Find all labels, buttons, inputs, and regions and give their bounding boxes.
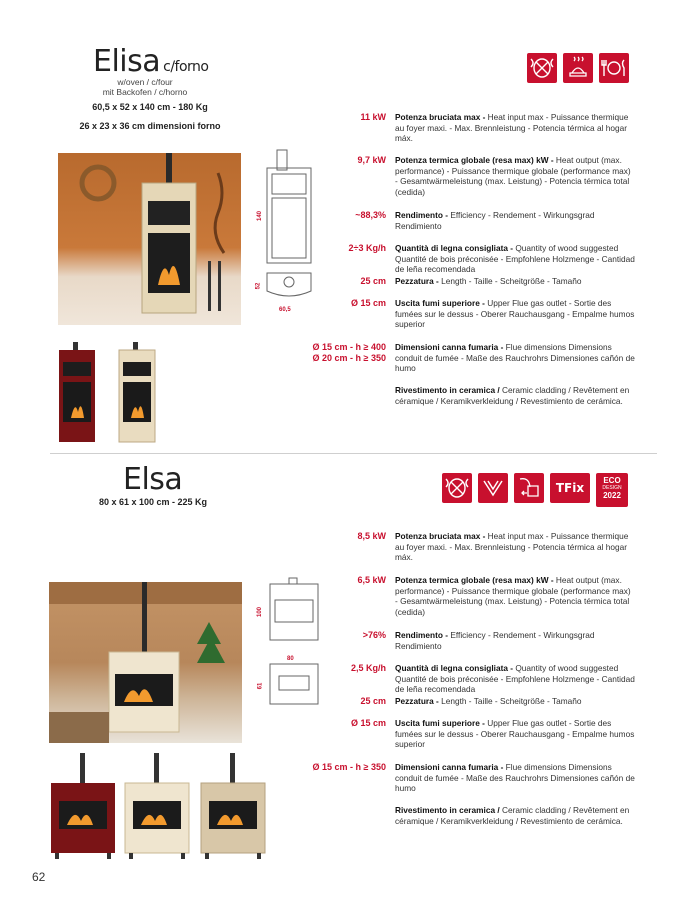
spec-text: Ceramic cladding / Revêtement en céramique / Keramikverkleidung / Revestimiento de cerámica. [395,385,630,406]
ceramic-cladding-icon [527,53,557,83]
spec-text: Flue dimensions Dimensions conduit de fumée - Maße des Rauchrohrs Dimensiones cañón de humo [395,342,635,374]
spec-label: Potenza bruciata max - [395,112,486,122]
spec-label: Rendimento - [395,210,449,220]
elsa-drawing-height: 100 [257,606,264,618]
spec-value: 2,5 Kg/h [350,663,386,673]
eco-design-badge [596,473,628,507]
oven-cutlery-icon [599,53,629,83]
eco-year-label: 2022 [603,491,621,500]
spec-label: Rendimento - [395,630,449,640]
page-number: 62 [32,870,46,884]
elisa-dimensions: 60,5 x 52 x 140 cm - 180 Kg [92,102,208,112]
elsa-spec-1 [295,531,635,567]
spec-text: Heat output (max. performance) - Puissance thermique globale (performance max) - Gesamtwärmeleistung (max. Leistung) - Potencia térmica total (cedida) [395,155,631,197]
spec-label: Uscita fumi superiore - [395,718,485,728]
spec-label: Potenza termica globale (resa max) kW - [395,155,554,165]
elisa-oven-dimensions: 26 x 23 x 36 cm dimensioni forno [79,121,221,131]
elsa-drawing-width: 80 [287,656,294,662]
spec-label: Quantità di legna consigliata - [395,663,514,673]
elsa-spec-7 [295,762,635,796]
elisa-name: Elisa [93,44,161,79]
spec-value: Ø 15 cm - h ≥ 350 [312,762,386,772]
eco-design-label: DESIGN [602,485,622,491]
spec-label: Dimensioni canna fumaria - [395,342,504,352]
spec-text: Upper Flue gas outlet - Sortie des fumées sur le dessus - Oberer Rauchausgang - Empalme humos superior [395,718,635,750]
spec-text: Ceramic cladding / Revêtement en céramique / Keramikverkleidung / Revestimiento de cerámica. [395,805,630,826]
spec-text: Efficiency - Rendement - Wirkungsgrad Rendimiento [395,210,595,231]
elisa-spec-2 [295,155,635,205]
spec-value: 9,7 kW [357,155,386,165]
elisa-drawing-height: 140 [257,210,264,222]
spec-value: Ø 15 cm [350,718,386,728]
elisa-spec-6 [295,298,635,332]
spec-text: Heat output (max. performance) - Puissance thermique globale (performance max) - Gesamtwärmeleistung (max. Leistung) - Potencia térmica total (cedida) [395,575,631,617]
spec-label: Rivestimento in ceramica / [395,385,500,395]
spec-label: Rivestimento in ceramica / [395,805,500,815]
elisa-suffix: c/forno [163,59,209,75]
elisa-drawing-width: 60,5 [279,307,291,313]
elsa-variants-photo [47,753,274,860]
cooking-plate-icon [563,53,593,83]
elisa-spec-1 [295,112,635,148]
spec-label: Potenza termica globale (resa max) kW - [395,575,554,585]
elsa-title: Elsa [123,462,183,497]
elisa-room-photo [58,153,241,325]
elisa-title [93,44,209,79]
elisa-spec-7 [295,342,635,376]
elisa-sub2: mit Backofen / c/horno [102,87,188,97]
double-combustion-icon [478,473,508,503]
spec-label: Pezzatura - [395,696,439,706]
spec-label: Pezzatura - [395,276,439,286]
spec-value: Ø 15 cm [350,298,386,308]
spec-value: Ø 15 cm - h ≥ 400 Ø 20 cm - h ≥ 350 [312,342,386,363]
elisa-spec-5 [295,276,635,290]
spec-text: Heat input max - Puissance thermique au foyer maxi. - Max. Brennleistung - Potencia térmica al hogar máx. [395,531,629,563]
spec-value: 2÷3 Kg/h [348,243,386,253]
spec-value: 11 kW [360,112,386,122]
spec-text: Flue dimensions Dimensions conduit de fumée - Maße des Rauchrohrs Dimensiones cañón de humo [395,762,635,794]
spec-text: Length - Taille - Scheitgröße - Tamaño [438,696,582,706]
elisa-variants-photo [55,342,170,445]
elsa-spec-3 [295,630,635,656]
tfix-badge [550,473,590,503]
elsa-room-photo [49,582,242,743]
spec-value: ~88,3% [355,210,386,220]
elsa-spec-8 [295,805,635,839]
spec-value: 8,5 kW [357,531,386,541]
elisa-drawing-depth: 52 [255,282,262,290]
spec-value: 25 cm [360,696,386,706]
elsa-spec-2 [295,575,635,625]
spec-text: Quantity of wood suggested Quantité de bois préconisée - Empfohlene Holzmenge - Cantidad de leña recomendada [395,243,635,275]
spec-text: Efficiency - Rendement - Wirkungsgrad Rendimiento [395,630,595,651]
elsa-drawing-depth: 61 [257,682,264,690]
spec-text: Upper Flue gas outlet - Sortie des fumées sur le dessus - Oberer Rauchausgang - Empalme humos superior [395,298,635,330]
spec-value: 6,5 kW [357,575,386,585]
spec-value: 25 cm [360,276,386,286]
elsa-dimensions: 80 x 61 x 100 cm - 225 Kg [98,497,208,507]
tfix-label: TFix [555,481,585,495]
spec-text: Length - Taille - Scheitgröße - Tamaño [438,276,582,286]
ceramic-cladding-icon [442,473,472,503]
elisa-spec-4 [295,243,635,275]
section-divider [50,453,657,454]
elsa-spec-4 [295,663,635,695]
elsa-spec-6 [295,718,635,752]
air-channeling-icon [514,473,544,503]
elisa-spec-3 [295,210,635,236]
spec-label: Quantità di legna consigliata - [395,243,514,253]
spec-label: Uscita fumi superiore - [395,298,485,308]
spec-text: Heat input max - Puissance thermique au foyer maxi. - Max. Brennleistung - Potencia térmica al hogar máx. [395,112,629,144]
spec-value: >76% [362,630,386,640]
spec-label: Potenza bruciata max - [395,531,486,541]
spec-label: Dimensioni canna fumaria - [395,762,504,772]
elisa-spec-8 [295,385,635,419]
elsa-spec-5 [295,696,635,710]
spec-text: Quantity of wood suggested Quantité de bois préconisée - Empfohlene Holzmenge - Cantidad de leña recomendada [395,663,635,695]
eco-label: ECO [603,476,621,485]
elisa-sub1: w/oven / c/four [117,77,173,87]
